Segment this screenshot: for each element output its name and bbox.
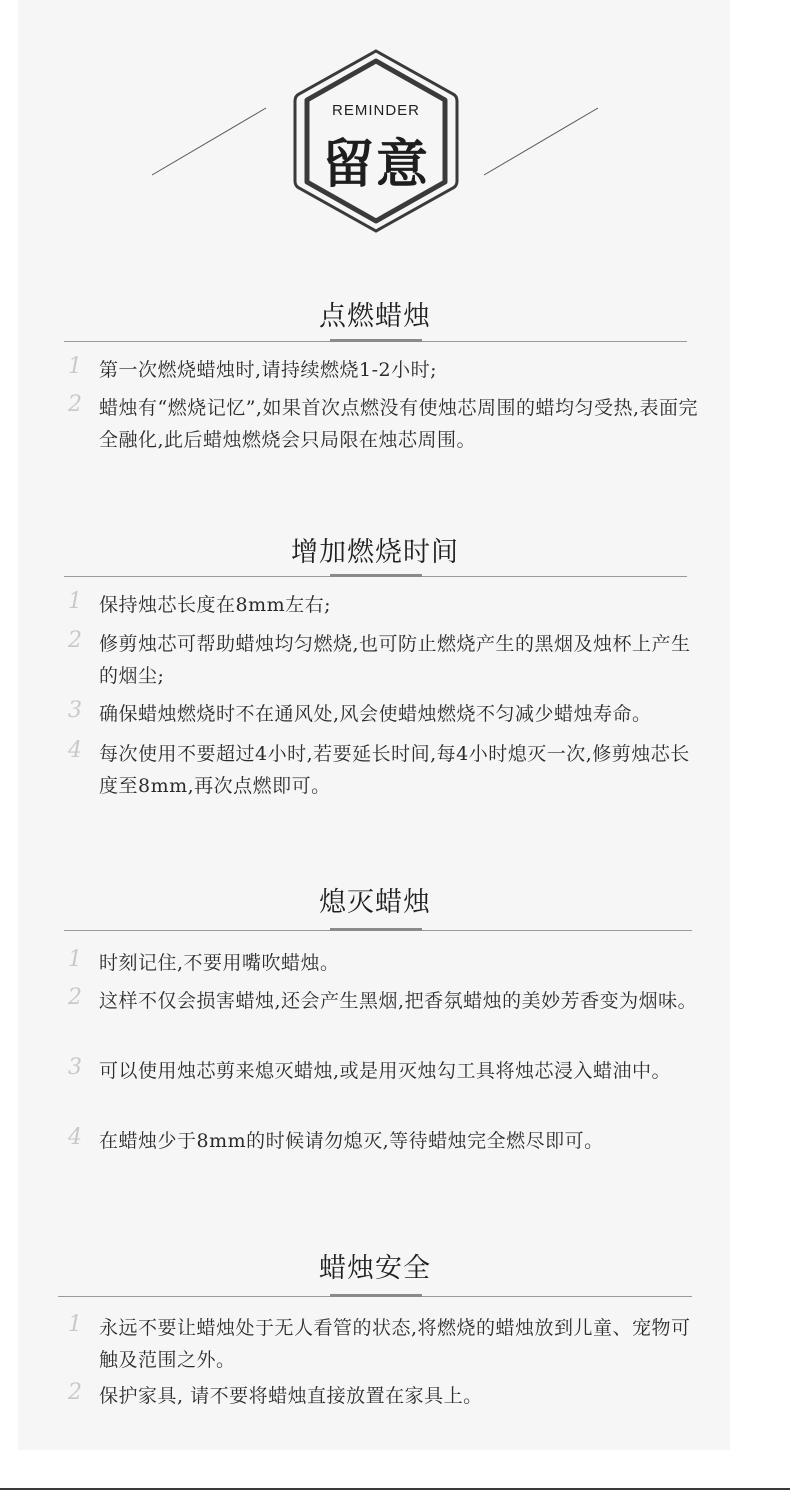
section-divider-accent — [330, 339, 422, 342]
item-number: 4 — [68, 738, 82, 763]
item-text: 第一次燃烧蜡烛时,请持续燃烧1-2小时; — [99, 359, 438, 381]
badge-english-label: REMINDER — [331, 102, 420, 119]
item-number: 1 — [68, 947, 82, 972]
item-text: 时刻记住,不要用嘴吹蜡烛。 — [99, 952, 340, 974]
section-title: 点燃蜡烛 — [319, 301, 431, 332]
item-number: 3 — [68, 698, 82, 723]
item-text: 可以使用烛芯剪来熄灭蜡烛,或是用灭烛勾工具将烛芯浸入蜡油中。 — [99, 1060, 672, 1082]
section-title: 蜡烛安全 — [319, 1253, 431, 1284]
item-text: 修剪烛芯可帮助蜡烛均匀燃烧,也可防止燃烧产生的黑烟及烛杯上产生的烟尘; — [99, 633, 691, 687]
item-text: 确保蜡烛燃烧时不在通风处,风会使蜡烛燃烧不匀减少蜡烛寿命。 — [99, 703, 652, 725]
bottom-divider — [0, 1488, 790, 1490]
item-number: 1 — [68, 589, 82, 614]
item-number: 2 — [68, 985, 82, 1010]
reminder-badge — [293, 48, 459, 234]
section-divider-accent — [330, 574, 422, 577]
item-text: 在蜡烛少于8mm的时候请勿熄灭,等待蜡烛完全燃尽即可。 — [99, 1130, 604, 1152]
section-title: 熄灭蜡烛 — [319, 887, 431, 918]
item-text: 保持烛芯长度在8mm左右; — [99, 594, 332, 616]
section-divider-accent — [330, 1294, 422, 1297]
section-divider-accent — [330, 928, 422, 931]
item-text: 每次使用不要超过4小时,若要延长时间,每4小时熄灭一次,修剪烛芯长度至8mm,再次点燃即可。 — [99, 743, 690, 797]
item-number: 2 — [68, 1380, 82, 1405]
badge-chinese-label: 留意 — [321, 135, 430, 195]
item-text: 永远不要让蜡烛处于无人看管的状态,将燃烧的蜡烛放到儿童、宠物可触及范围之外。 — [99, 1317, 691, 1371]
item-number: 3 — [68, 1055, 82, 1080]
section-title: 增加燃烧时间 — [291, 537, 459, 568]
item-number: 1 — [68, 1312, 82, 1337]
item-text: 这样不仅会损害蜡烛,还会产生黑烟,把香氛蜡烛的美妙芳香变为烟味。 — [99, 990, 698, 1012]
item-text: 保护家具, 请不要将蜡烛直接放置在家具上。 — [99, 1385, 483, 1407]
item-text: 蜡烛有“燃烧记忆”,如果首次点燃没有使烛芯周围的蜡均匀受热,表面完全融化,此后蜡烛燃烧会只局限在烛芯周围。 — [99, 397, 699, 451]
item-number: 2 — [68, 392, 82, 417]
item-number: 1 — [68, 354, 82, 379]
item-number: 4 — [68, 1125, 82, 1150]
item-number: 2 — [68, 628, 82, 653]
